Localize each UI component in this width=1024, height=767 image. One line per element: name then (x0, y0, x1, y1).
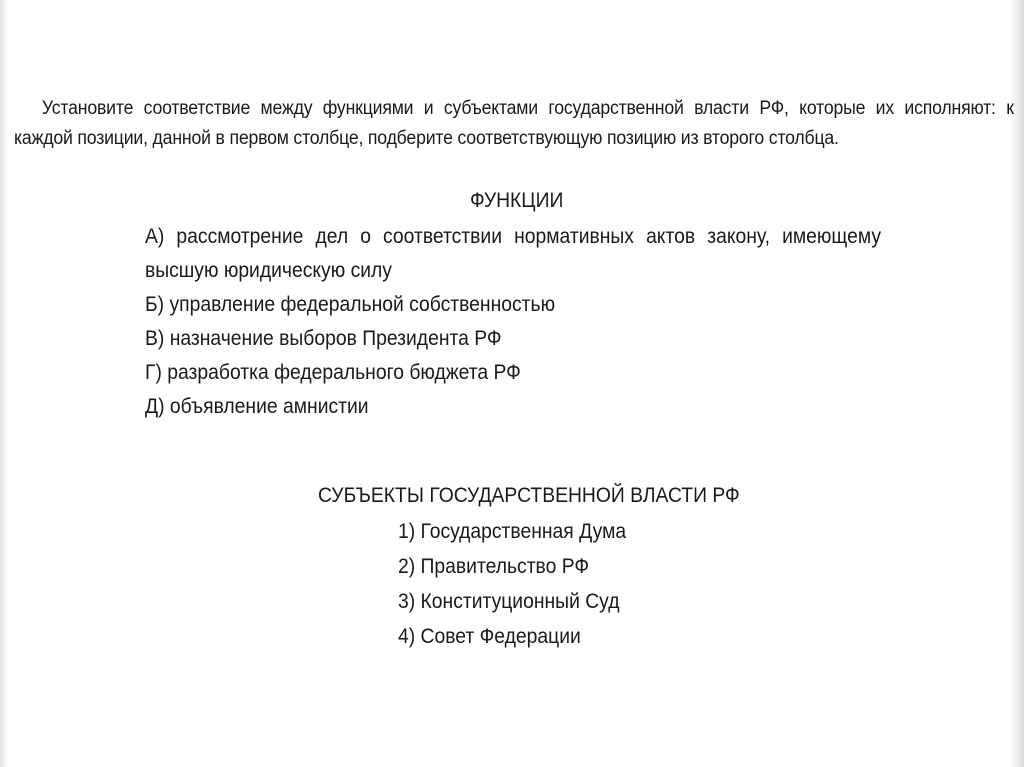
subject-item-4: 4) Совет Федерации (398, 625, 581, 648)
function-item-a-line-2: высшую юридическую силу (145, 259, 392, 282)
function-item-g: Г) разработка федерального бюджета РФ (145, 361, 521, 384)
subjects-heading: СУБЪЕКТЫ ГОСУДАРСТВЕННОЙ ВЛАСТИ РФ (318, 484, 740, 507)
subjects-list (398, 514, 626, 654)
function-item-d: Д) объявление амнистии (145, 395, 369, 418)
task-instruction-line-1: Установите соответствие между функциями и субъектами государственной власти РФ, которые их исполняют: к (41, 98, 1014, 119)
slide-edge-left (0, 0, 8, 767)
function-item-a (145, 220, 881, 288)
functions-heading: ФУНКЦИИ (470, 189, 564, 212)
subject-item-2: 2) Правительство РФ (398, 555, 590, 578)
function-item-a-line-1: А) рассмотрение дел о соответствии нормативных актов закону, имеющему (145, 225, 881, 248)
task-instruction-line-2: каждой позиции, данной в первом столбце, подберите соответствующую позицию из второго столбца. (14, 128, 839, 149)
subject-item-1: 1) Государственная Дума (398, 520, 627, 543)
functions-list (145, 220, 881, 424)
function-item-v: В) назначение выборов Президента РФ (145, 327, 502, 350)
function-item-b: Б) управление федеральной собственностью (145, 293, 556, 316)
subject-item-3: 3) Конституционный Суд (398, 590, 620, 613)
task-instruction (14, 94, 1014, 154)
